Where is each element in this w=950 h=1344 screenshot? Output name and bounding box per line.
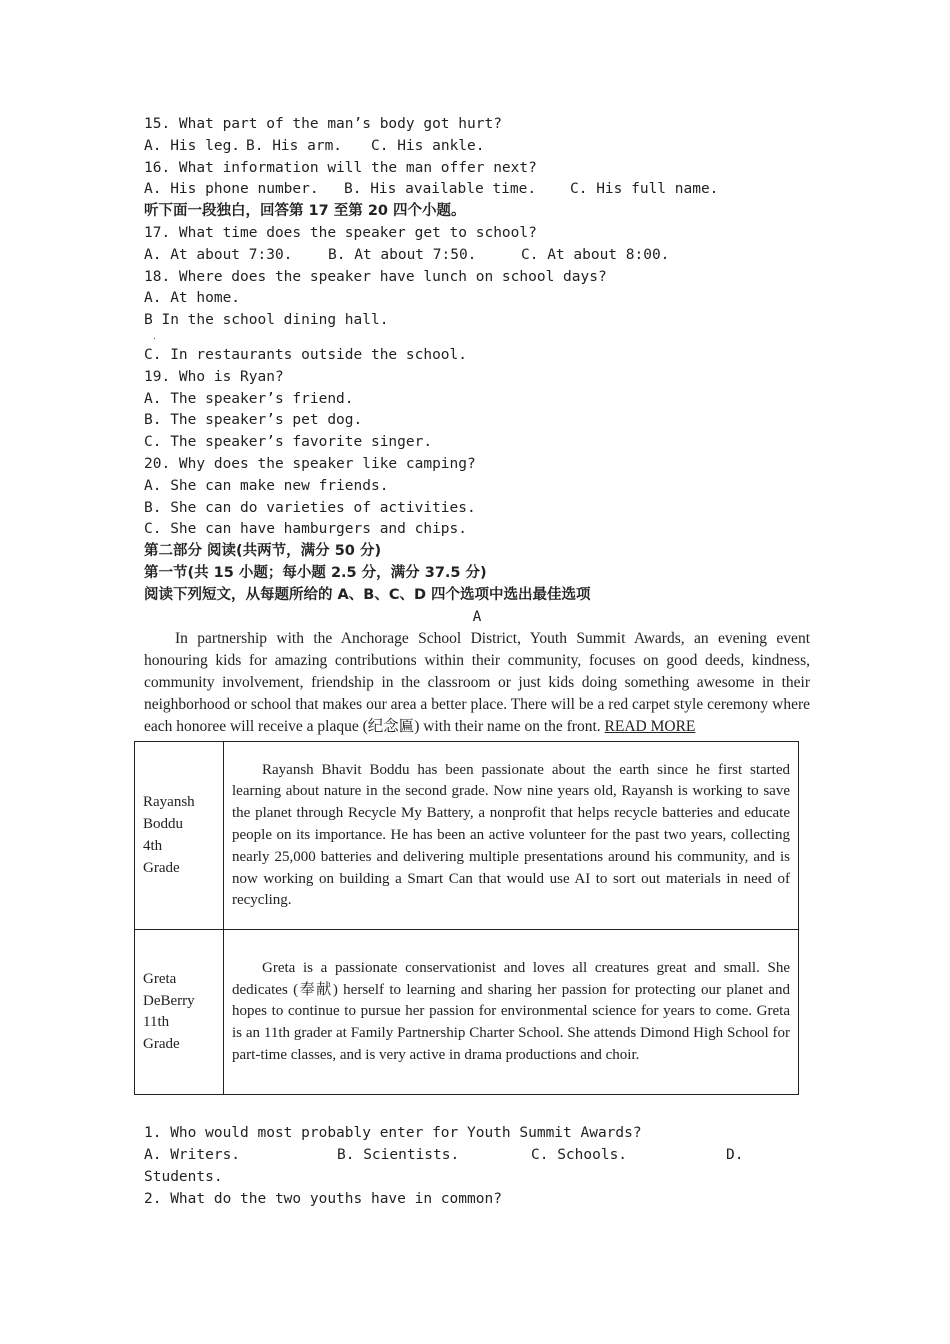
option-c: C. His full name. [570,181,719,198]
name-line: Rayansh [143,794,195,811]
option-b: B. The speaker’s pet dog. [144,412,363,429]
option-b: B. Scientists. [337,1147,460,1164]
question-15-options [144,136,810,158]
option-d: D. [726,1147,744,1164]
section-one-title: 第一节(共 15 小题；每小题 2.5 分，满分 37.5 分) [144,564,487,581]
question-17-stem: 17. What time does the speaker get to school? [144,224,537,241]
question-15-stem: 15. What part of the man’s body got hurt? [144,116,502,132]
honoree-name [135,742,224,930]
part-two-title: 第二部分 阅读(共两节，满分 50 分) [144,543,382,560]
question-1-stem: 1. Who would most probably enter for Youth Summit Awards? [144,1125,642,1142]
question-20-stem: 20. Why does the speaker like camping? [144,455,476,472]
table-row [135,742,799,930]
monologue-instruction: 听下面一段独白，回答第 17 至第 20 四个小题。 [144,203,466,220]
reading-instruction: 阅读下列短文，从每题所给的 A、B、C、D 四个选项中选出最佳选项 [144,586,591,603]
option-a: A. His leg. [144,137,241,154]
option-c: C. At about 8:00. [521,246,670,263]
grade-line: 11th [143,1014,170,1031]
option-a: A. His phone number. [144,181,319,198]
option-b: B. His available time. [344,181,537,198]
option-c: C. She can have hamburgers and chips. [144,521,468,538]
option-c: C. The speaker’s favorite singer. [144,434,433,451]
honorees-table [134,741,799,1095]
honoree-name [135,930,224,1095]
passage-label: A [472,608,482,625]
option-b: B. She can do varieties of activities. [144,499,476,516]
spacer [144,1093,810,1123]
option-a: A. At about 7:30. [144,246,293,263]
option-b: B In the school dining hall. [144,312,389,329]
name-line: DeBerry [143,992,195,1009]
exam-page [144,114,810,1211]
option-a: A. At home. [144,290,241,307]
read-more-link[interactable]: READ MORE [604,717,696,735]
question-1-options [144,1145,810,1167]
option-c: C. Schools. [531,1147,628,1164]
honorees-table-wrapper [144,737,810,1093]
option-b: B. His arm. [246,137,343,154]
honoree-description: Rayansh Bhavit Boddu has been passionate about the earth since he first started learning about nature in the second grade. Now nine years old, Rayansh is working to save the planet through Recycle My Battery, a nonprofit that helps recycle batteries and educate people on its importance. He has been an active volunteer for the past two years, collecting nearly 25,000 batteries and delivering multiple presentations around his community, and is now working on building a Smart Can that would use AI to sort out materials in need of recycling. [224,742,799,930]
passage-intro [144,628,810,737]
option-c: C. In restaurants outside the school. [144,346,468,363]
intro-text: In partnership with the Anchorage School District, Youth Summit Awards, an evening event honouring kids for amazing contributions within their community, focuses on good deeds, kindness, community involvement, friendship in the classroom or just kids doing something awesome in their neighborhood or school that makes our area a better place. There will be a red carpet style ceremony where each honoree will receive a plaque (纪念匾) with their name on the front. [144,630,810,735]
stray-dot: · [152,333,157,343]
option-c: C. His ankle. [371,137,485,154]
name-line: Boddu [143,816,184,833]
question-16-options [144,179,810,201]
question-18-stem: 18. Where does the speaker have lunch on school days? [144,268,607,285]
option-a: A. The speaker’s friend. [144,390,354,407]
grade-line: 4th [143,837,163,854]
option-d-text: Students. [144,1168,223,1185]
grade-line: Grade [143,1036,180,1053]
question-16-stem: 16. What information will the man offer next? [144,159,537,176]
question-17-options [144,245,810,267]
honoree-description: Greta is a passionate conservationist and loves all creatures great and small. She dedicates (奉献) herself to learning and sharing her passion for protecting our planet and hopes to continue to pursue her passion for environmental science for years to come. Greta is an 11th grader at Family Partnership Charter School. She attends Dimond High School for part-time classes, and is very active in drama productions and choir. [224,930,799,1095]
option-a: A. Writers. [144,1147,241,1164]
option-b: B. At about 7:50. [328,246,477,263]
option-a: A. She can make new friends. [144,477,389,494]
grade-line: Grade [143,859,180,876]
question-19-stem: 19. Who is Ryan? [144,368,284,385]
table-row [135,930,799,1095]
question-2-stem: 2. What do the two youths have in common? [144,1190,502,1207]
name-line: Greta [143,970,177,987]
